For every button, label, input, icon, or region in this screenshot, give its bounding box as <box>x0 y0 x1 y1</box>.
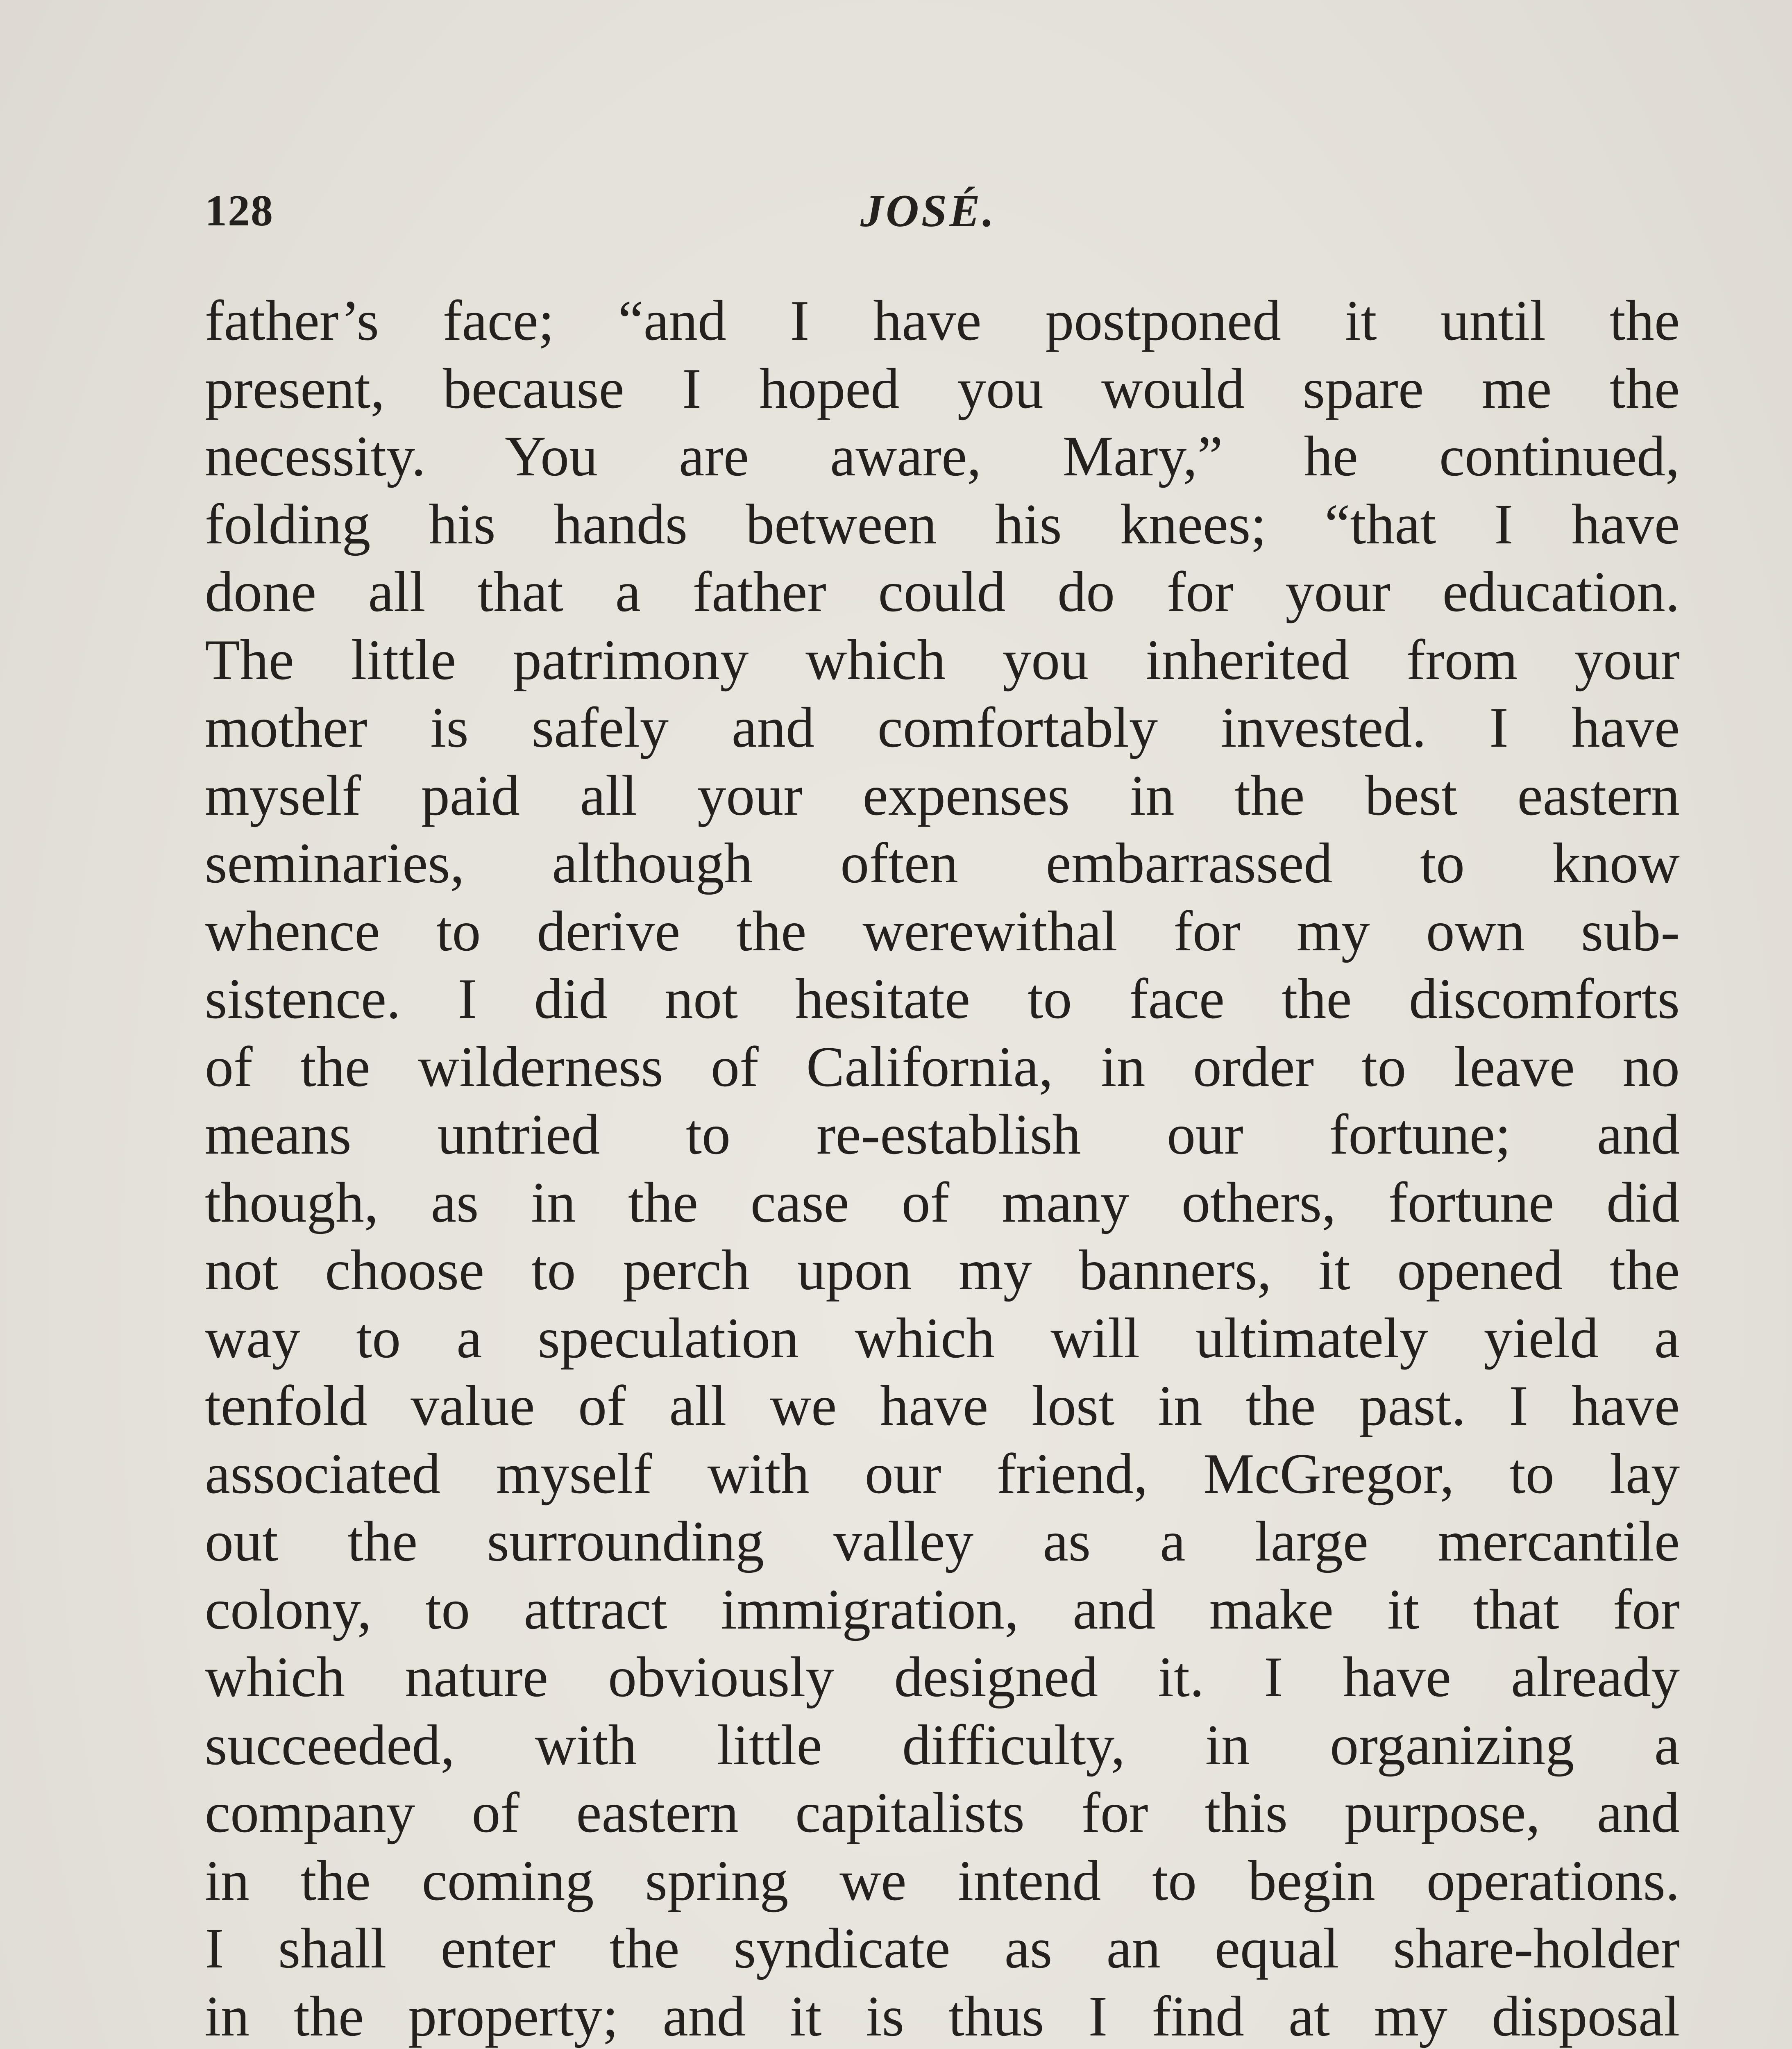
body-text <box>205 287 1680 2049</box>
page-header <box>0 180 1792 242</box>
text-line: done all that a father could do for your education. <box>205 560 1680 624</box>
text-line: seminaries, although often embarrassed to know <box>205 831 1680 895</box>
text-line: present, because I hoped you would spare me the <box>205 357 1680 420</box>
text-line: which nature obviously designed it. I have already <box>205 1645 1680 1709</box>
text-line: not choose to perch upon my banners, it opened the <box>205 1238 1680 1302</box>
text-line: colony, to attract immigration, and make it that for <box>205 1577 1680 1641</box>
text-line: I shall enter the syndicate as an equal share-holder <box>205 1917 1680 1980</box>
text-line: whence to derive the werewithal for my own sub- <box>205 899 1680 963</box>
text-line: means untried to re-establish our fortune; and <box>205 1103 1680 1166</box>
text-line: folding his hands between his knees; “that I have <box>205 492 1680 556</box>
text-line: though, as in the case of many others, fortune did <box>205 1170 1680 1234</box>
text-line: myself paid all your expenses in the best eastern <box>205 763 1680 827</box>
text-line: in the property; and it is thus I find at my disposal <box>205 1984 1680 2048</box>
text-line: father’s face; “and I have postponed it until the <box>205 289 1680 352</box>
running-title: JOSÉ. <box>860 186 996 236</box>
text-line: mother is safely and comfortably invested. I have <box>205 696 1680 759</box>
text-line: of the wilderness of California, in order to leave no <box>205 1035 1680 1099</box>
text-line: in the coming spring we intend to begin operations. <box>205 1849 1680 1913</box>
text-line: tenfold value of all we have lost in the past. I have <box>205 1374 1680 1438</box>
text-line: The little patrimony which you inherited from your <box>205 628 1680 692</box>
text-line: way to a speculation which will ultimately yield a <box>205 1306 1680 1370</box>
text-line: company of eastern capitalists for this purpose, and <box>205 1781 1680 1845</box>
page-number: 128 <box>205 186 274 235</box>
text-line: out the surrounding valley as a large mercantile <box>205 1510 1680 1573</box>
text-line: sistence. I did not hesitate to face the discomforts <box>205 967 1680 1031</box>
text-line: associated myself with our friend, McGregor, to lay <box>205 1442 1680 1506</box>
text-line: necessity. You are aware, Mary,” he continued, <box>205 425 1680 488</box>
text-line: succeeded, with little difficulty, in organizing a <box>205 1713 1680 1777</box>
